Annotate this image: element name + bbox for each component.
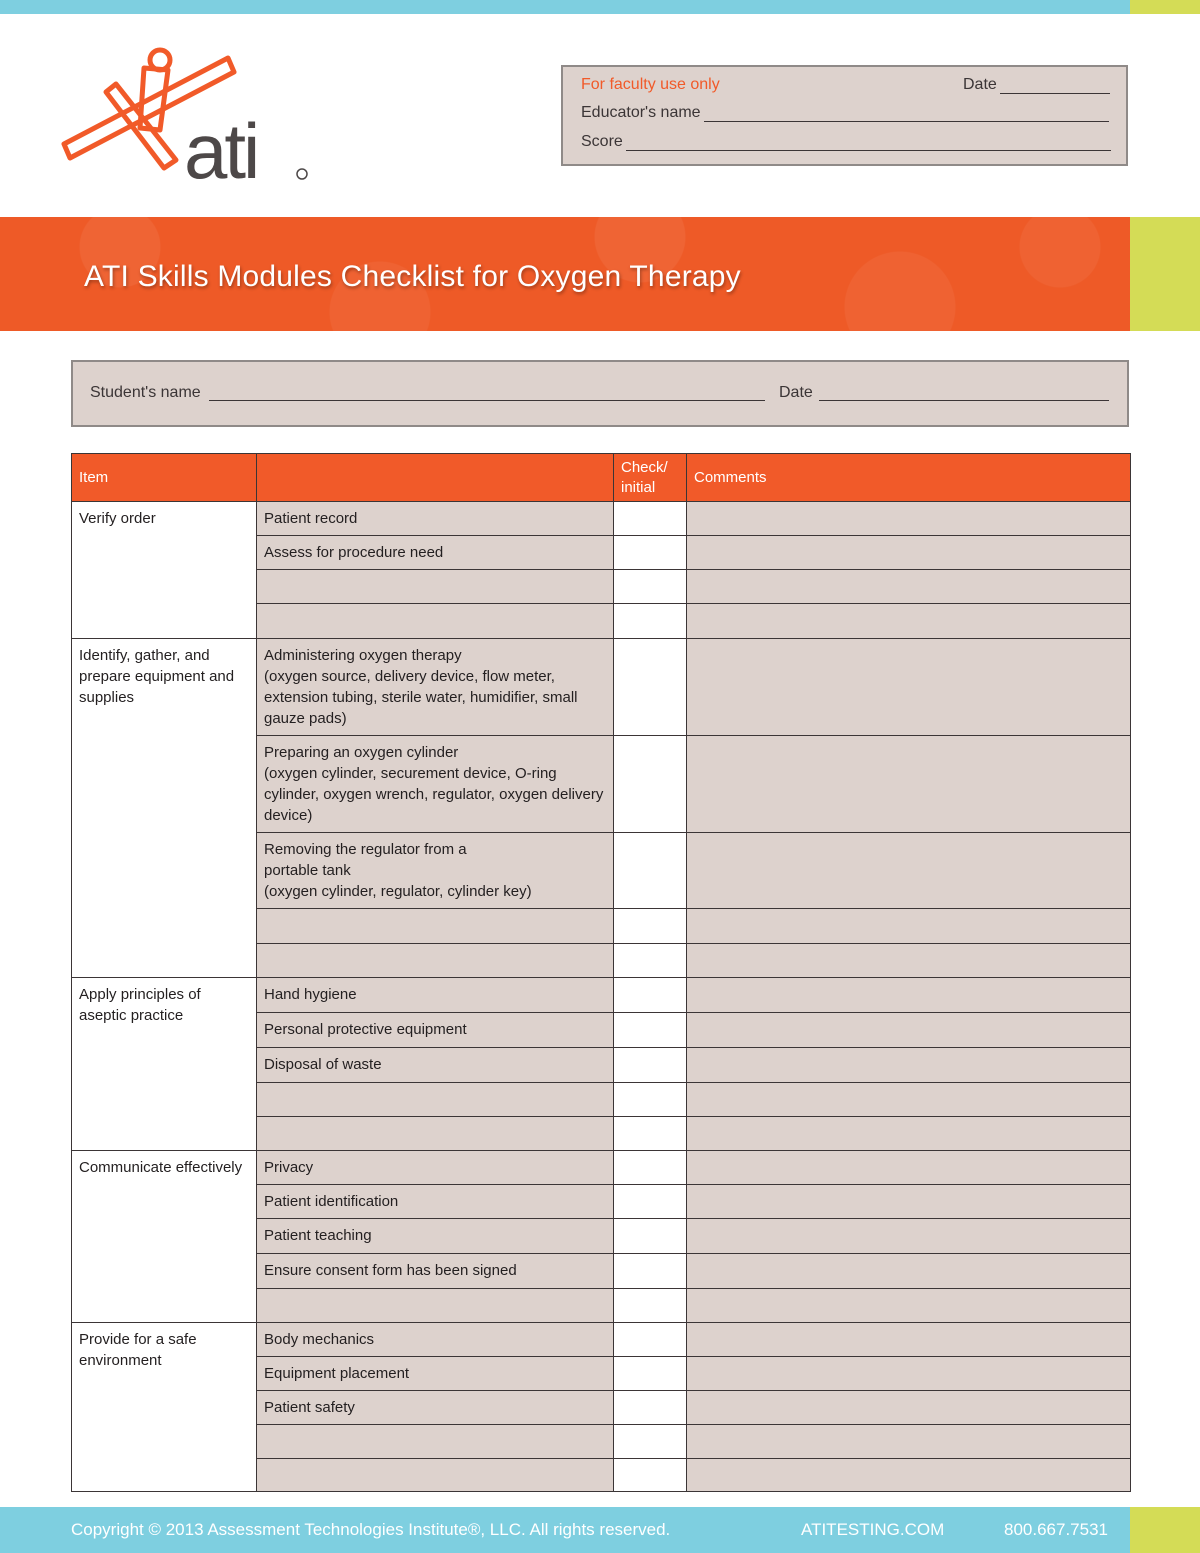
task-cell: Privacy [257, 1151, 614, 1185]
task-cell [257, 1425, 614, 1459]
table-header-row [72, 454, 1131, 502]
task-cell: Patient safety [257, 1391, 614, 1425]
comments-cell[interactable] [687, 833, 1131, 909]
student-info-box [71, 360, 1129, 427]
score-label: Score [581, 133, 623, 150]
check-initial-cell[interactable] [614, 909, 687, 944]
student-date-field[interactable] [819, 400, 1109, 401]
comments-cell[interactable] [687, 502, 1131, 536]
check-initial-cell[interactable] [614, 1083, 687, 1117]
logo-wordmark: ati [184, 107, 258, 190]
check-initial-cell[interactable] [614, 1357, 687, 1391]
comments-cell[interactable] [687, 1357, 1131, 1391]
faculty-date-field[interactable] [1000, 79, 1110, 94]
item-cell: Provide for a safe environment [72, 1323, 257, 1492]
comments-cell[interactable] [687, 944, 1131, 978]
footer-accent [1130, 1507, 1200, 1553]
task-cell: Removing the regulator from a portable tank (oxygen cylinder, regulator, cylinder key) [257, 833, 614, 909]
check-initial-cell[interactable] [614, 1185, 687, 1219]
educator-name-field[interactable] [704, 107, 1109, 122]
score-row [581, 133, 1111, 151]
faculty-use-heading: For faculty use only [581, 76, 720, 93]
task-cell [257, 944, 614, 978]
check-initial-cell[interactable] [614, 1289, 687, 1323]
table-row [72, 978, 1131, 1013]
comments-cell[interactable] [687, 1219, 1131, 1254]
student-name-field[interactable] [209, 400, 765, 401]
top-stripe [0, 0, 1130, 14]
student-name-label: Student's name [90, 384, 201, 401]
comments-cell[interactable] [687, 1425, 1131, 1459]
header-check: Check/ initial [614, 454, 687, 502]
comments-cell[interactable] [687, 1323, 1131, 1357]
table-row [72, 1323, 1131, 1357]
check-initial-cell[interactable] [614, 1117, 687, 1151]
task-cell [257, 570, 614, 604]
comments-cell[interactable] [687, 736, 1131, 833]
task-cell: Body mechanics [257, 1323, 614, 1357]
comments-cell[interactable] [687, 1117, 1131, 1151]
task-cell [257, 1289, 614, 1323]
footer-website[interactable]: ATITESTING.COM [801, 1520, 945, 1539]
task-cell: Ensure consent form has been signed [257, 1254, 614, 1289]
table-row [72, 1151, 1131, 1185]
task-cell [257, 909, 614, 944]
task-cell: Personal protective equipment [257, 1013, 614, 1048]
header-comments: Comments [687, 454, 1131, 502]
check-initial-cell[interactable] [614, 736, 687, 833]
comments-cell[interactable] [687, 1151, 1131, 1185]
top-stripe-accent [1130, 0, 1200, 14]
item-cell: Apply principles of aseptic practice [72, 978, 257, 1151]
task-cell [257, 604, 614, 639]
comments-cell[interactable] [687, 604, 1131, 639]
footer-copyright: Copyright © 2013 Assessment Technologies Institute®, LLC. All rights reserved. [71, 1520, 671, 1539]
check-initial-cell[interactable] [614, 1391, 687, 1425]
table-row [72, 502, 1131, 536]
check-initial-cell[interactable] [614, 1323, 687, 1357]
task-cell: Hand hygiene [257, 978, 614, 1013]
ati-logo [56, 40, 326, 190]
check-initial-cell[interactable] [614, 639, 687, 736]
comments-cell[interactable] [687, 570, 1131, 604]
item-cell: Communicate effectively [72, 1151, 257, 1323]
faculty-date-label: Date [963, 76, 997, 93]
check-initial-cell[interactable] [614, 1254, 687, 1289]
task-cell [257, 1083, 614, 1117]
item-cell: Verify order [72, 502, 257, 639]
check-initial-cell[interactable] [614, 1219, 687, 1254]
comments-cell[interactable] [687, 978, 1131, 1013]
comments-cell[interactable] [687, 1254, 1131, 1289]
check-initial-cell[interactable] [614, 1459, 687, 1492]
header-item: Item [72, 454, 257, 502]
task-cell: Assess for procedure need [257, 536, 614, 570]
comments-cell[interactable] [687, 1459, 1131, 1492]
check-initial-cell[interactable] [614, 570, 687, 604]
comments-cell[interactable] [687, 1048, 1131, 1083]
check-initial-cell[interactable] [614, 833, 687, 909]
table-row [72, 639, 1131, 736]
faculty-date-row [963, 76, 1110, 94]
header-task [257, 454, 614, 502]
comments-cell[interactable] [687, 1083, 1131, 1117]
check-initial-cell[interactable] [614, 1013, 687, 1048]
comments-cell[interactable] [687, 909, 1131, 944]
comments-cell[interactable] [687, 1185, 1131, 1219]
check-initial-cell[interactable] [614, 1048, 687, 1083]
comments-cell[interactable] [687, 1289, 1131, 1323]
task-cell [257, 1459, 614, 1492]
check-initial-cell[interactable] [614, 978, 687, 1013]
educator-row [581, 104, 1109, 122]
footer-phone: 800.667.7531 [1004, 1520, 1108, 1539]
score-field[interactable] [626, 136, 1111, 151]
student-date-label: Date [779, 384, 813, 401]
task-cell: Patient record [257, 502, 614, 536]
check-initial-cell[interactable] [614, 944, 687, 978]
page-title: ATI Skills Modules Checklist for Oxygen Therapy [84, 260, 741, 293]
check-initial-cell[interactable] [614, 604, 687, 639]
task-cell: Preparing an oxygen cylinder (oxygen cylinder, securement device, O-ring cylinder, oxygen wrench, regulator, oxygen delivery device) [257, 736, 614, 833]
task-cell: Equipment placement [257, 1357, 614, 1391]
task-cell: Patient teaching [257, 1219, 614, 1254]
task-cell: Patient identification [257, 1185, 614, 1219]
item-cell: Identify, gather, and prepare equipment and supplies [72, 639, 257, 978]
comments-cell[interactable] [687, 1391, 1131, 1425]
title-banner-accent [1130, 217, 1200, 331]
check-initial-cell[interactable] [614, 1425, 687, 1459]
task-cell: Disposal of waste [257, 1048, 614, 1083]
comments-cell[interactable] [687, 536, 1131, 570]
task-cell: Administering oxygen therapy (oxygen source, delivery device, flow meter, extension tubing, sterile water, humidifier, small gauze pads) [257, 639, 614, 736]
comments-cell[interactable] [687, 1013, 1131, 1048]
check-initial-cell[interactable] [614, 536, 687, 570]
comments-cell[interactable] [687, 639, 1131, 736]
check-initial-cell[interactable] [614, 1151, 687, 1185]
checklist-table [71, 453, 1131, 1492]
educator-label: Educator's name [581, 104, 701, 121]
faculty-use-box [561, 65, 1128, 166]
check-initial-cell[interactable] [614, 502, 687, 536]
task-cell [257, 1117, 614, 1151]
checklist-body [72, 502, 1131, 1492]
